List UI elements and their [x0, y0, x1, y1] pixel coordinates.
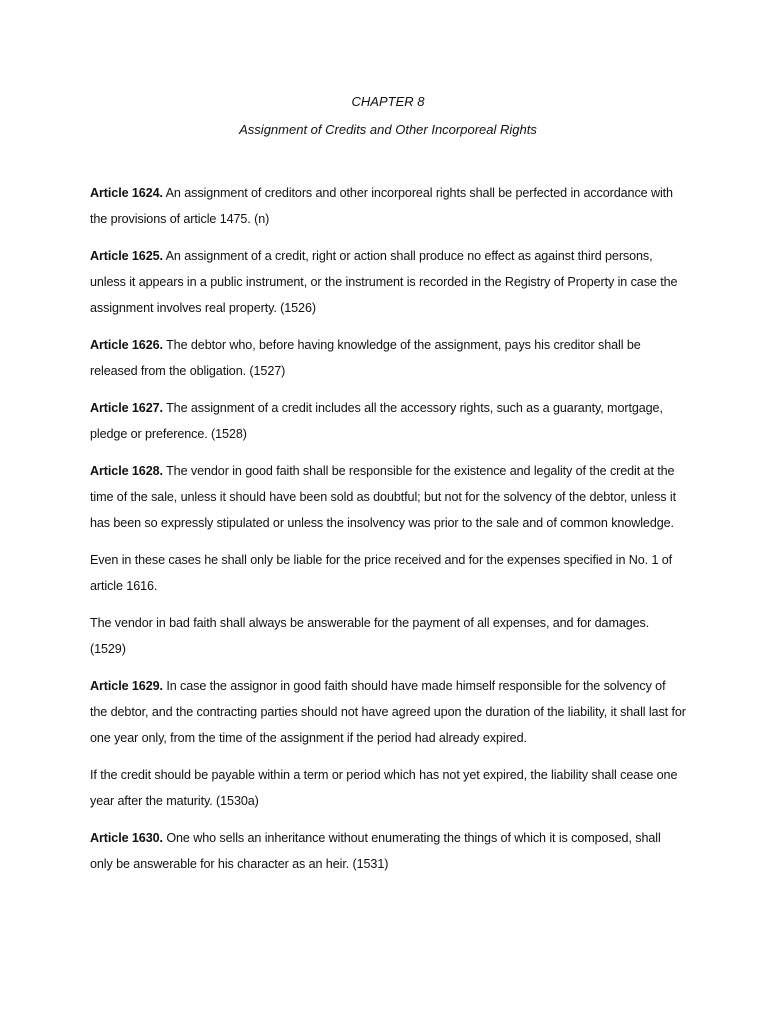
paragraph-article-1628 [90, 458, 686, 536]
article-label: Article 1630. [90, 831, 163, 845]
paragraph-text: The assignment of a credit includes all the accessory rights, such as a guaranty, mortgage, pledge or preference. (1528) [90, 401, 663, 441]
paragraph-text: The vendor in good faith shall be responsible for the existence and legality of the credit at the time of the sale, unless it should have been sold as doubtful; but not for the solvency of the debtor, unless it has been so expressly stipulated or unless the insolvency was prior to the sale and of common knowledge. [90, 464, 676, 530]
paragraph-article-1626 [90, 332, 686, 384]
article-label: Article 1628. [90, 464, 163, 478]
paragraph-article-1627 [90, 395, 686, 447]
paragraph-text: The vendor in bad faith shall always be answerable for the payment of all expenses, and for damages. (1529) [90, 616, 650, 656]
article-label: Article 1626. [90, 338, 163, 352]
chapter-heading: CHAPTER 8 [351, 94, 425, 109]
paragraph-article-1625 [90, 243, 686, 321]
article-label: Article 1625. [90, 249, 163, 263]
paragraph-text: The debtor who, before having knowledge of the assignment, pays his creditor shall be released from the obligation. (1527) [90, 338, 641, 378]
document-body [90, 180, 686, 888]
chapter-title: Assignment of Credits and Other Incorporeal Rights [239, 122, 537, 137]
article-label: Article 1627. [90, 401, 163, 415]
article-label: Article 1629. [90, 679, 163, 693]
paragraph-article-1630 [90, 825, 686, 877]
paragraph-text: In case the assignor in good faith should have made himself responsible for the solvency of the debtor, and the contracting parties should not have agreed upon the duration of the liability, it shall last for one year only, from the time of the assignment if the period had already expired. [90, 679, 686, 745]
paragraph-article-1629-cont [90, 762, 686, 814]
paragraph-article-1624 [90, 180, 686, 232]
paragraph-text: Even in these cases he shall only be liable for the price received and for the expenses specified in No. 1 of article 1616. [90, 553, 673, 593]
article-label: Article 1624. [90, 186, 163, 200]
paragraph-article-1628-cont-2 [90, 610, 686, 662]
paragraph-text: An assignment of a credit, right or action shall produce no effect as against third persons, unless it appears in a public instrument, or the instrument is recorded in the Registry of Property in case the assignment involves real property. (1526) [90, 249, 678, 315]
document-page [90, 0, 686, 1024]
paragraph-text: An assignment of creditors and other incorporeal rights shall be perfected in accordance with the provisions of article 1475. (n) [90, 186, 673, 226]
paragraph-text: If the credit should be payable within a term or period which has not yet expired, the liability shall cease one year after the maturity. (1530a) [90, 768, 678, 808]
paragraph-text: One who sells an inheritance without enumerating the things of which it is composed, shall only be answerable for his character as an heir. (1531) [90, 831, 661, 871]
paragraph-article-1628-cont-1 [90, 547, 686, 599]
paragraph-article-1629 [90, 673, 686, 751]
